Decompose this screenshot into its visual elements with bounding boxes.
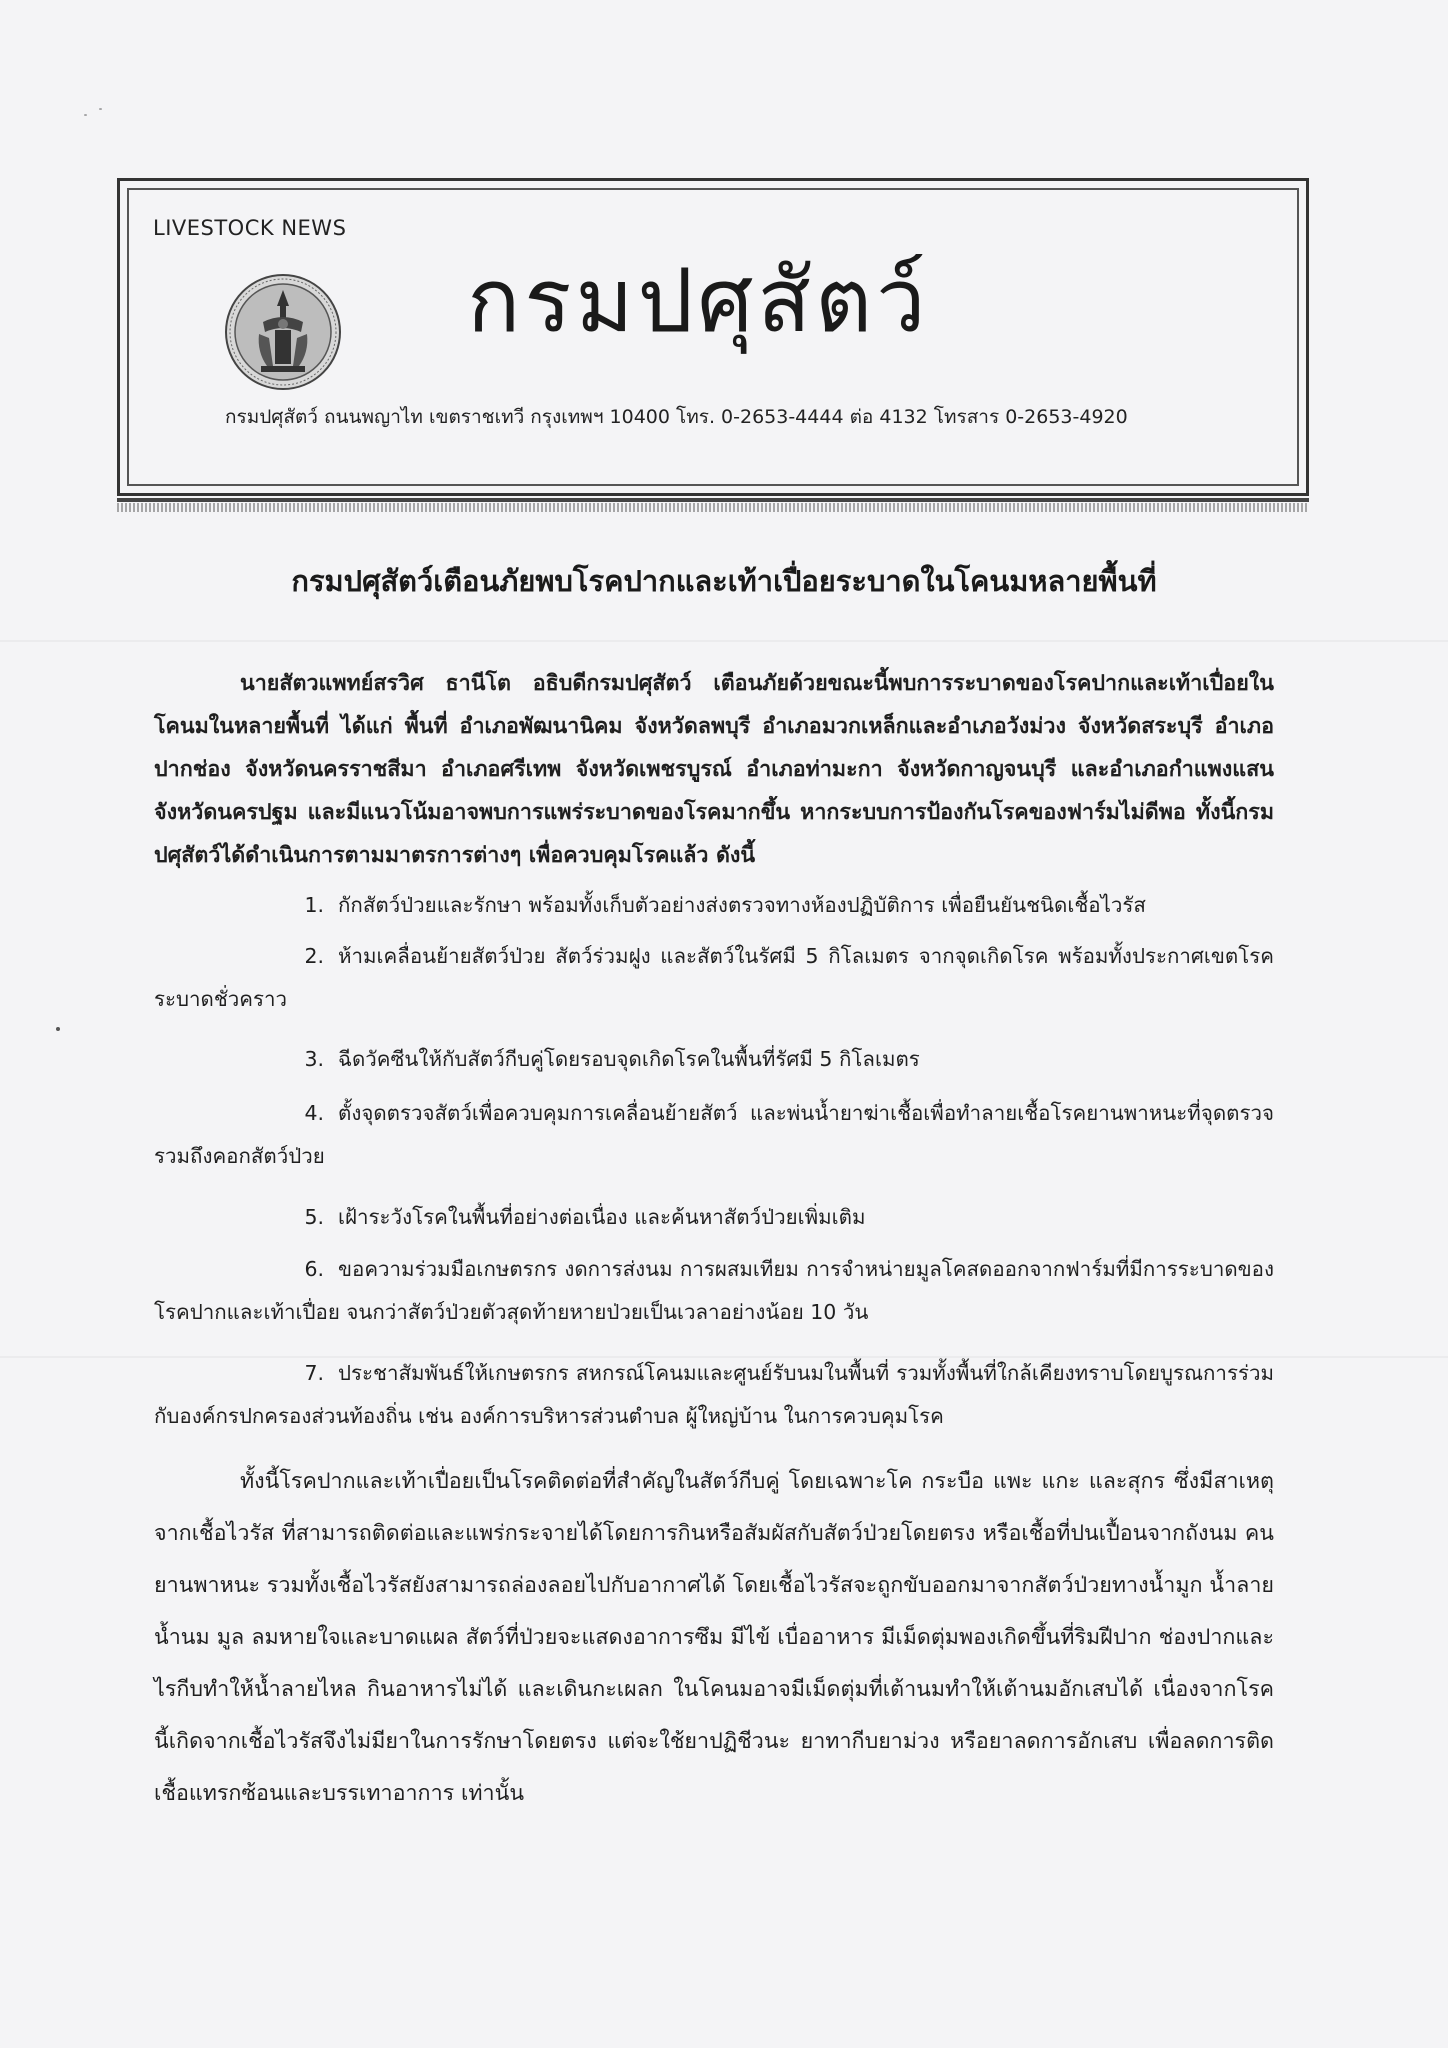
list-item bbox=[154, 935, 1274, 1021]
list-item bbox=[154, 1352, 1274, 1438]
list-number: 2. bbox=[304, 944, 324, 968]
list-text: ประชาสัมพันธ์ให้เกษตรกร สหกรณ์โคนมและศูนย์รับนมในพื้นที่ รวมทั้งพื้นที่ใกล้เคียงทราบโดยบูรณการร่วมกับองค์กรปกครองส่วนท้องถิ่น เช่น องค์การบริหารส่วนตำบล ผู้ใหญ่บ้าน ในการควบคุมโรค bbox=[154, 1361, 1274, 1428]
closing-text: ทั้งนี้โรคปากและเท้าเปื่อยเป็นโรคติดต่อที่สำคัญในสัตว์กีบคู่ โดยเฉพาะโค กระบือ แพะ แกะ และสุกร ซึ่งมีสาเหตุจากเชื้อไวรัส ที่สามารถติดต่อและแพร่กระจายได้โดยการกินหรือสัมผัสกับสัตว์ป่วยโดยตรง หรือเชื้อที่ปนเปื้อนจากถังนม คน ยานพาหนะ รวมทั้งเชื้อไวรัสยังสามารถล่องลอยไปกับอากาศได้ โดยเชื้อไวรัสจะถูกขับออกมาจากสัตว์ป่วยทางน้ำมูก น้ำลาย น้ำนม มูล ลมหายใจและบาดแผล สัตว์ที่ป่วยจะแสดงอาการซึม มีไข้ เบื่ออาหาร มีเม็ดตุ่มพองเกิดขึ้นที่ริมฝีปาก ช่องปากและไรกีบทำให้น้ำลายไหล กินอาหารไม่ได้ และเดินกะเผลก ในโคนมอาจมีเม็ดตุ่มที่เต้านมทำให้เต้านมอักเสบได้ เนื่องจากโรคนี้เกิดจากเชื้อไวรัสจึงไม่มียาในการรักษาโดยตรง แต่จะใช้ยาปฏิชีวนะ ยาทากีบยาม่วง หรือยาลดการอักเสบ เพื่อลดการติดเชื้อแทรกซ้อนและบรรเทาอาการ เท่านั้น bbox=[154, 1469, 1275, 1806]
tagline: LIVESTOCK NEWS bbox=[153, 216, 347, 240]
list-text: ห้ามเคลื่อนย้ายสัตว์ป่วย สัตว์ร่วมฝูง และสัตว์ในรัศมี 5 กิโลเมตร จากจุดเกิดโรค พร้อมทั้งประกาศเขตโรคระบาดชั่วคราว bbox=[154, 944, 1274, 1011]
list-item bbox=[154, 1248, 1274, 1334]
intro-text: นายสัตวแพทย์สรวิศ ธานีโต อธิบดีกรมปศุสัตว์ เตือนภัยด้วยขณะนี้พบการระบาดของโรคปากและเท้าเปื่อยในโคนมในหลายพื้นที่ ได้แก่ พื้นที่ อำเภอพัฒนานิคม จังหวัดลพบุรี อำเภอมวกเหล็กและอำเภอวังม่วง จังหวัดสระบุรี อำเภอปากช่อง จังหวัดนครราชสีมา อำเภอศรีเทพ จังหวัดเพชรบูรณ์ อำเภอท่ามะกา จังหวัดกาญจนบุรี และอำเภอกำแพงแสน จังหวัดนครปฐม และมีแนวโน้มอาจพบการแพร่ระบาดของโรคมากขึ้น หากระบบการป้องกันโรคของฟาร์มไม่ดีพอ ทั้งนี้กรมปศุสัตว์ได้ดำเนินการตามมาตรการต่างๆ เพื่อควบคุมโรคแล้ว ดังนี้ bbox=[154, 671, 1274, 868]
letterhead-rule bbox=[117, 498, 1309, 502]
letterhead-hatch-rule bbox=[117, 503, 1309, 512]
department-seal-icon bbox=[223, 272, 343, 392]
list-number: 6. bbox=[304, 1257, 324, 1281]
list-item bbox=[154, 884, 1274, 927]
paper-fold bbox=[0, 640, 1448, 642]
list-text: กักสัตว์ป่วยและรักษา พร้อมทั้งเก็บตัวอย่างส่งตรวจทางห้องปฏิบัติการ เพื่อยืนยันชนิดเชื้อไวรัส bbox=[338, 893, 1146, 917]
paper-speck bbox=[84, 114, 87, 116]
list-text: เฝ้าระวังโรคในพื้นที่อย่างต่อเนื่อง และค้นหาสัตว์ป่วยเพิ่มเติม bbox=[338, 1205, 866, 1229]
article-title: กรมปศุสัตว์เตือนภัยพบโรคปากและเท้าเปื่อยระบาดในโคนมหลายพื้นที่ bbox=[291, 564, 1157, 598]
intro-paragraph bbox=[154, 662, 1274, 877]
list-item bbox=[154, 1038, 1274, 1081]
masthead: กรมปศุสัตว์ bbox=[467, 249, 930, 352]
list-text: ขอความร่วมมือเกษตรกร งดการส่งนม การผสมเทียม การจำหน่ายมูลโคสดออกจากฟาร์มที่มีการระบาดของโรคปากและเท้าเปื่อย จนกว่าสัตว์ป่วยตัวสุดท้ายหายป่วยเป็นเวลาอย่างน้อย 10 วัน bbox=[154, 1257, 1274, 1324]
letterhead bbox=[117, 178, 1309, 496]
list-number: 3. bbox=[304, 1047, 324, 1071]
list-number: 1. bbox=[304, 893, 324, 917]
list-text: ตั้งจุดตรวจสัตว์เพื่อควบคุมการเคลื่อนย้ายสัตว์ และพ่นน้ำยาฆ่าเชื้อเพื่อทำลายเชื้อโรคยานพาหนะที่จุดตรวจ รวมถึงคอกสัตว์ป่วย bbox=[154, 1101, 1274, 1168]
closing-paragraph bbox=[154, 1456, 1274, 1820]
list-number: 5. bbox=[304, 1205, 324, 1229]
list-text: ฉีดวัคซีนให้กับสัตว์กีบคู่โดยรอบจุดเกิดโรคในพื้นที่รัศมี 5 กิโลเมตร bbox=[338, 1047, 920, 1071]
list-item bbox=[154, 1196, 1274, 1239]
list-number: 7. bbox=[304, 1361, 324, 1385]
list-item bbox=[154, 1092, 1274, 1178]
address-line: กรมปศุสัตว์ ถนนพญาไท เขตราชเทวี กรุงเทพฯ 10400 โทร. 0-2653-4444 ต่อ 4132 โทรสาร 0-2653-4920 bbox=[225, 406, 1128, 428]
list-number: 4. bbox=[304, 1101, 324, 1125]
paper-speck bbox=[99, 108, 102, 110]
paper-speck bbox=[56, 1027, 60, 1031]
